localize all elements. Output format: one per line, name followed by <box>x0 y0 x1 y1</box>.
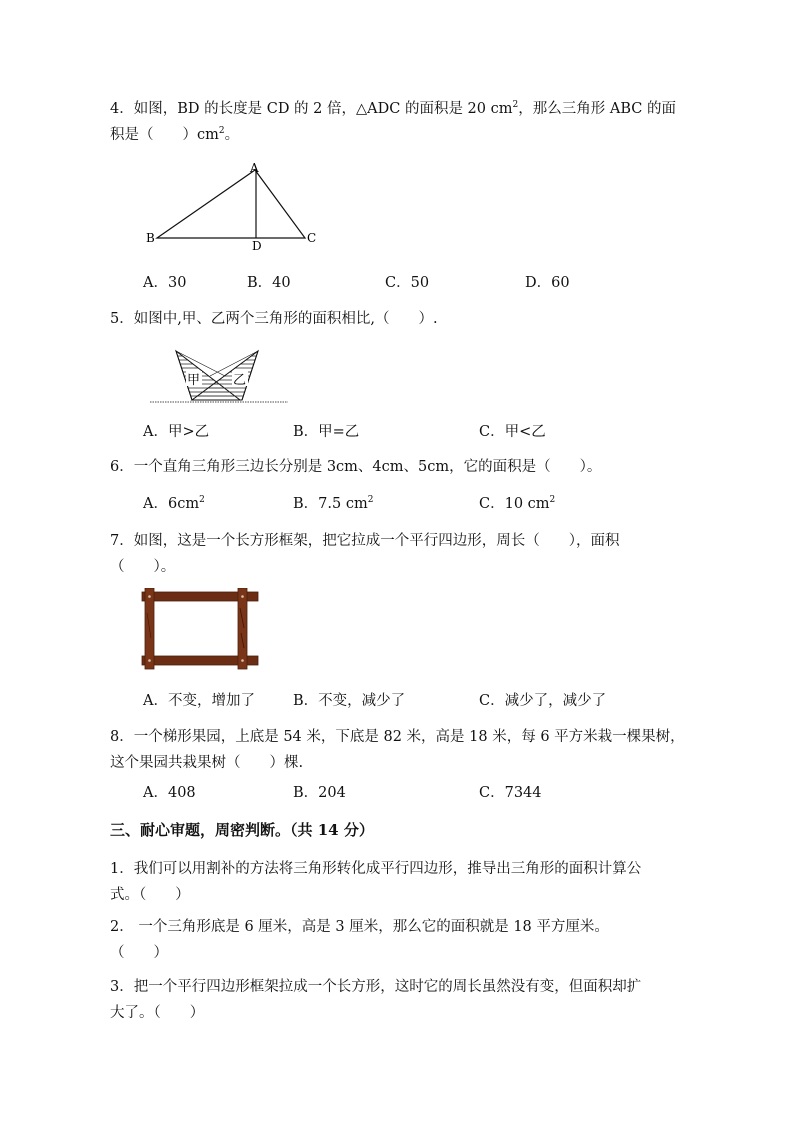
option-a[interactable]: A．不变，增加了 <box>143 693 255 709</box>
triangle-abc <box>157 170 305 238</box>
frame-nail-bl <box>148 659 151 662</box>
option-b[interactable]: B．不变，减少了 <box>293 693 406 709</box>
judgment-item-2: 2． 一个三角形底是 6 厘米，高是 3 厘米，那么它的面积就是 18 平方厘米。 （ ） <box>110 919 609 961</box>
option-b[interactable]: B．7.5 $cm^2$ <box>293 495 374 512</box>
frame-right-bar <box>238 588 247 669</box>
question-7-line2: （ ）。 <box>110 559 176 575</box>
vertex-a-label: A <box>250 161 259 175</box>
question-4-line1: 4．如图，BD 的长度是 CD 的 2 倍，△ADC 的面积是 20 $cm^2$，那么三角形 ABC 的面 <box>110 100 676 117</box>
option-b[interactable]: B．204 <box>293 785 346 801</box>
judgment-item-1: 1．我们可以用割补的方法将三角形转化成平行四边形，推导出三角形的面积计算公 式。（ ） <box>110 861 642 903</box>
section-3-title: 三、耐心审题，周密判断。（共 14 分） <box>110 821 374 839</box>
question-4 <box>110 96 710 148</box>
question-4-line2: 积是（ ）$cm^2$。 <box>110 126 240 143</box>
triangles-jia-yi-figure <box>150 346 290 406</box>
vertex-b-label: B <box>146 231 155 245</box>
judgment-item-3: 3．把一个平行四边形框架拉成一个长方形，这时它的周长虽然没有变，但面积却扩 大了。（ ） <box>110 979 642 1021</box>
option-c[interactable]: C．50 <box>385 275 430 291</box>
option-c[interactable]: C．减少了，减少了 <box>479 693 607 709</box>
question-6-text: 6．一个直角三角形三边长分别是 3cm、4cm、5cm，它的面积是（ ）。 <box>110 459 602 475</box>
question-6-options <box>143 492 703 516</box>
question-7 <box>110 528 710 580</box>
question-7-line1: 7．如图，这是一个长方形框架，把它拉成一个平行四边形，周长（ ），面积 <box>110 533 620 549</box>
option-a[interactable]: A．甲>乙 <box>143 424 210 440</box>
label-jia: 甲 <box>187 373 201 388</box>
question-8-line1: 8．一个梯形果园，上底是 54 米，下底是 82 米，高是 18 米，每 6 平方米栽一棵果树， <box>110 729 685 745</box>
question-8-options <box>143 781 703 805</box>
frame-nail-br <box>241 659 244 662</box>
vertex-d-label: D <box>252 239 262 253</box>
question-6 <box>110 454 710 480</box>
option-b[interactable]: B．甲=乙 <box>293 424 360 440</box>
question-5 <box>110 306 710 332</box>
option-c[interactable]: C．甲<乙 <box>479 424 546 440</box>
rectangle-frame-figure <box>140 588 262 670</box>
option-b[interactable]: B．40 <box>247 275 291 291</box>
question-5-text: 5．如图中,甲、乙两个三角形的面积相比,（ ）. <box>110 311 438 327</box>
question-5-options <box>143 420 703 444</box>
option-a[interactable]: A．$6cm^2$ <box>143 495 205 512</box>
option-a[interactable]: A．408 <box>143 785 196 801</box>
frame-nail-tl <box>148 595 151 598</box>
triangle-abc-figure <box>140 158 330 258</box>
vertex-c-label: C <box>307 231 317 245</box>
question-8 <box>110 724 710 776</box>
label-yi: 乙 <box>233 373 247 388</box>
question-8-line2: 这个果园共栽果树（ ）棵. <box>110 755 304 771</box>
question-4-options <box>143 271 703 295</box>
option-c[interactable]: C．7344 <box>479 785 542 801</box>
option-d[interactable]: D．60 <box>525 275 570 291</box>
question-7-options <box>143 689 703 713</box>
frame-nail-tr <box>241 595 244 598</box>
option-a[interactable]: A．30 <box>143 275 187 291</box>
option-c[interactable]: C．10 $cm^2$ <box>479 495 556 512</box>
